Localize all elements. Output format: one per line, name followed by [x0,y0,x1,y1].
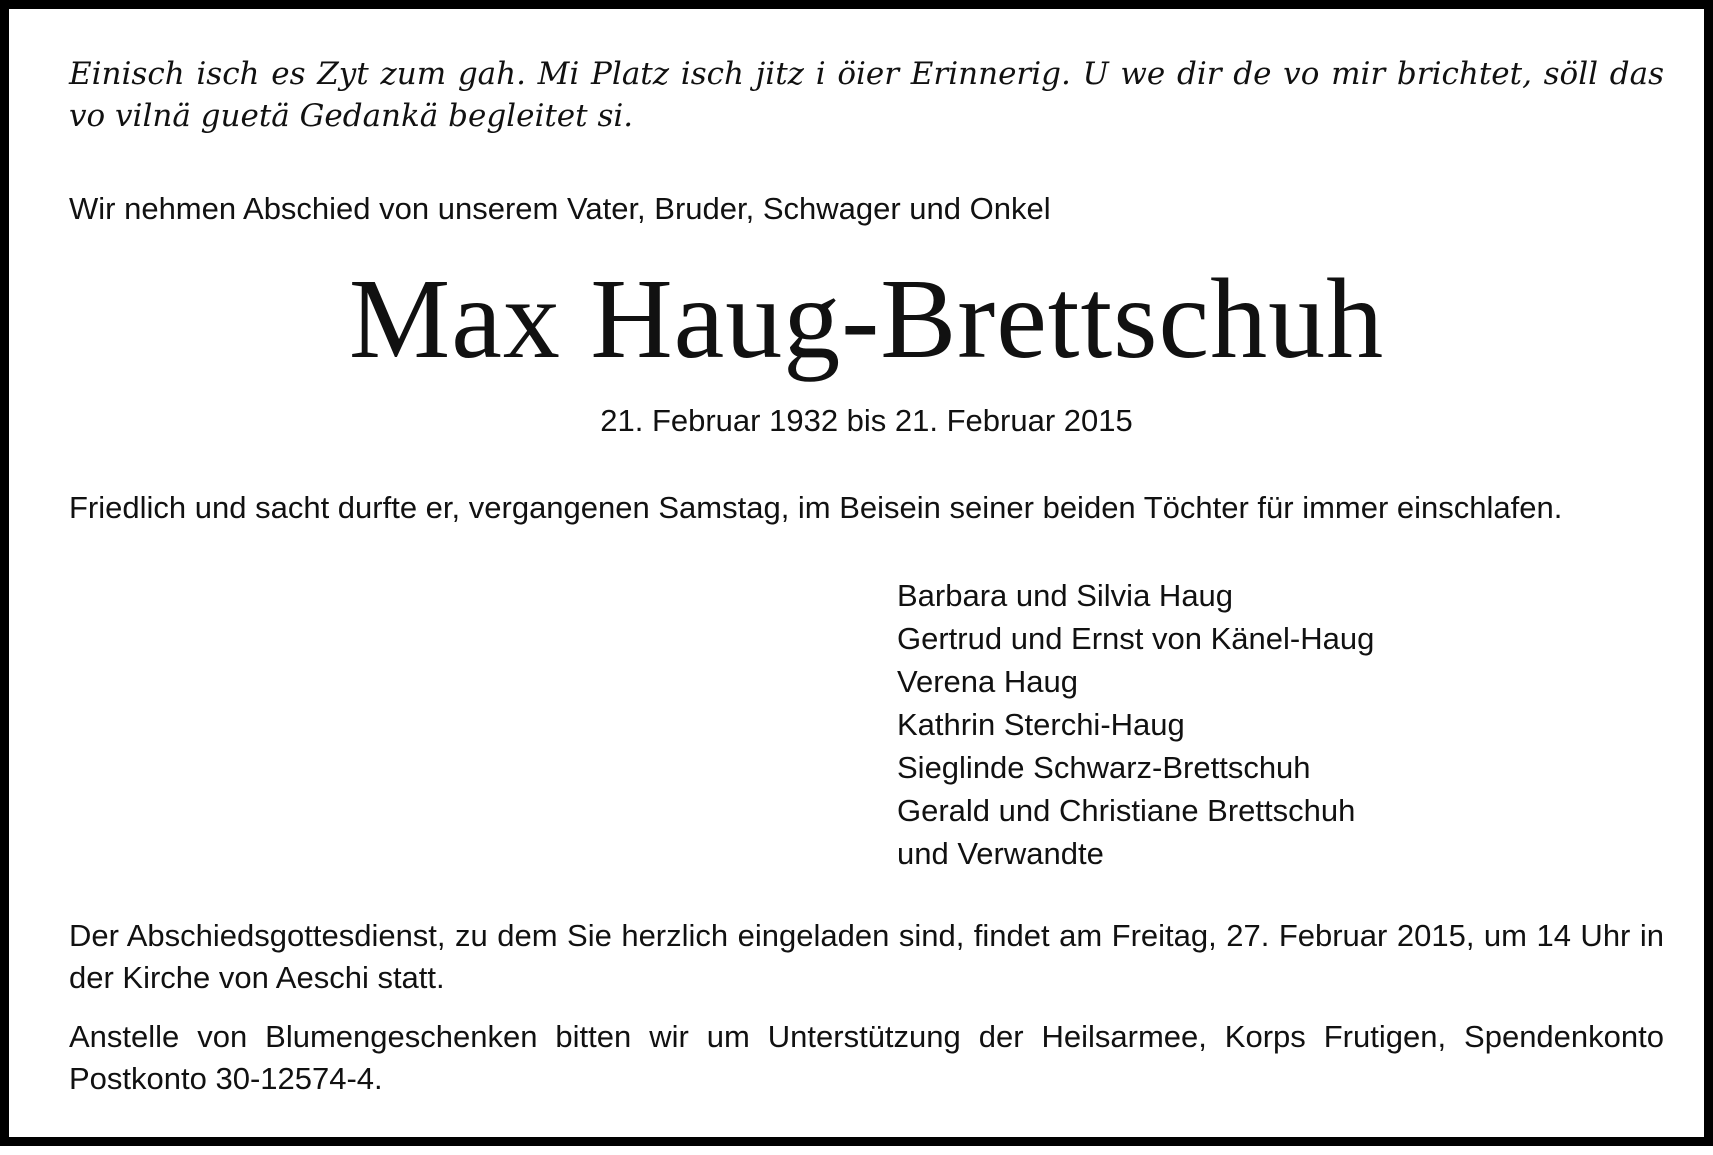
mourner-item: Gertrud und Ernst von Känel-Haug [897,621,1375,656]
mourner-item: Verena Haug [897,664,1078,699]
mourners-list [897,574,1374,875]
mourner-item: Sieglinde Schwarz-Brettschuh [897,750,1311,785]
passing-text: Friedlich und sacht durfte er, vergangenen Samstag, im Beisein seiner beiden Töchter für immer einschlafen. [69,490,1563,525]
donation-notice: Anstelle von Blumengeschenken bitten wir um Unterstützung der Heilsarmee, Korps Frutigen, Spendenkonto Postkonto 30-12574-4. [69,1019,1664,1096]
intro-text: Wir nehmen Abschied von unserem Vater, Bruder, Schwager und Onkel [69,191,1051,226]
obituary-content [69,9,1664,1155]
mourner-item: und Verwandte [897,836,1104,871]
deceased-name: Max Haug-Brettschuh [348,255,1385,382]
life-dates: 21. Februar 1932 bis 21. Februar 2015 [600,403,1133,438]
poem-quote: Einisch isch es Zyt zum gah. Mi Platz isch jitz i öier Erinnerig. U we dir de vo mir brichtet, söll das vo vilnä guetä Gedankä begleitet si. [69,56,1664,134]
mourner-item: Kathrin Sterchi-Haug [897,707,1185,742]
service-notice: Der Abschiedsgottesdienst, zu dem Sie herzlich eingeladen sind, findet am Freitag, 27. Februar 2015, um 14 Uhr in der Kirche von Aeschi statt. [69,918,1664,995]
mourner-item: Barbara und Silvia Haug [897,578,1234,613]
mourner-item: Gerald und Christiane Brettschuh [897,793,1356,828]
